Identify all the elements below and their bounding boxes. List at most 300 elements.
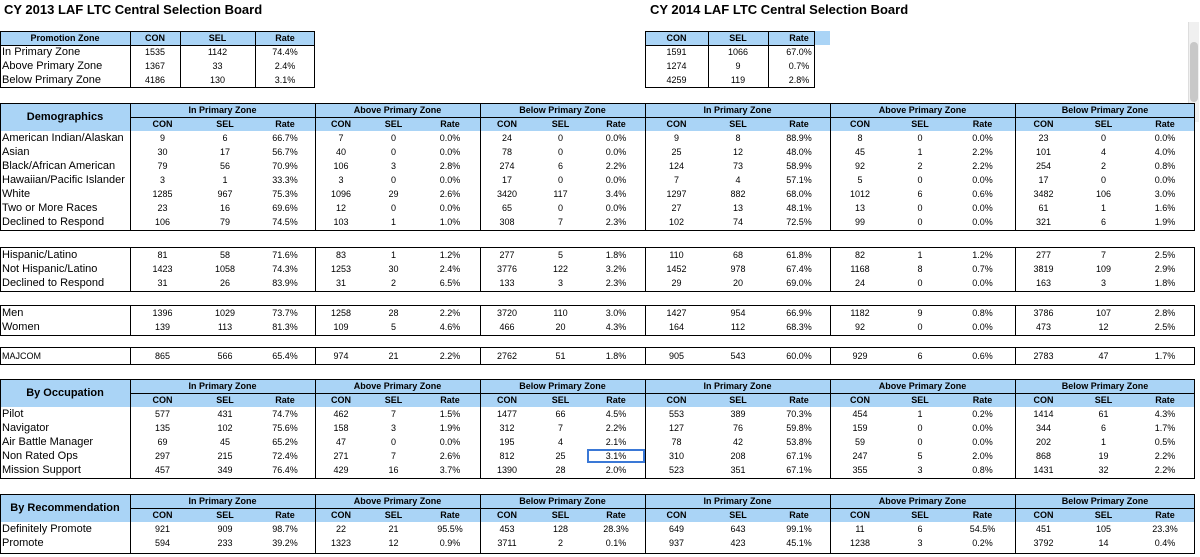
ethnicity-row-cell[interactable]: 133 xyxy=(499,278,515,288)
recommendation-row-cell[interactable]: 14 xyxy=(1098,538,1109,548)
gender-row-cell[interactable]: 1029 xyxy=(214,308,236,318)
occupation-row-cell[interactable]: 577 xyxy=(154,409,171,419)
race-row-cell[interactable]: 1.0% xyxy=(439,217,461,227)
sub-header[interactable]: Rate xyxy=(950,508,1015,522)
majcom-cell[interactable]: 929 xyxy=(852,351,868,361)
recommendation-row-cell[interactable]: 453 xyxy=(499,524,515,534)
sub-header[interactable]: SEL xyxy=(534,508,587,522)
ethnicity-row-cell[interactable]: 31 xyxy=(335,278,346,288)
majcom-cell[interactable]: 1.7% xyxy=(1154,351,1176,361)
occupation-row-cell[interactable]: 0.0% xyxy=(972,437,993,447)
race-row-cell[interactable]: 1096 xyxy=(330,189,352,199)
gender-row-cell[interactable]: 2.2% xyxy=(439,308,461,318)
occupation-row-cell[interactable]: 59 xyxy=(854,437,865,447)
gender-row-cell[interactable]: 2.8% xyxy=(1154,308,1176,318)
race-row-cell[interactable]: 40 xyxy=(335,147,346,157)
race-row-cell[interactable]: 17 xyxy=(219,147,230,157)
race-row-cell[interactable]: 56.7% xyxy=(272,147,298,157)
occupation-row-cell[interactable]: 1.5% xyxy=(439,409,461,419)
ethnicity-row-cell[interactable]: 3 xyxy=(1100,278,1106,288)
occupation-row-cell[interactable]: 6 xyxy=(1100,423,1106,433)
occupation-row-cell[interactable]: 135 xyxy=(154,423,171,433)
sub-header[interactable]: SEL xyxy=(890,117,950,131)
recommendation-row-cell[interactable]: 28.3% xyxy=(603,524,629,534)
occupation-row-cell[interactable]: 102 xyxy=(217,423,233,433)
cell-2013[interactable]: 1535 xyxy=(144,47,166,57)
race-row-cell[interactable]: 1 xyxy=(222,175,228,185)
race-row-cell[interactable]: 73 xyxy=(732,161,743,171)
race-row-cell[interactable]: 5 xyxy=(857,175,863,185)
race-row-cell[interactable]: 66.7% xyxy=(272,133,298,143)
ethnicity-row-cell[interactable]: 3 xyxy=(557,278,563,288)
gender-row-cell[interactable]: 68.3% xyxy=(786,322,812,332)
cell-2014[interactable]: 4259 xyxy=(666,75,687,85)
ethnicity-row-cell[interactable]: 83.9% xyxy=(272,278,298,288)
sub-header[interactable]: CON xyxy=(480,117,534,131)
occupation-row-cell[interactable]: 2.2% xyxy=(1154,465,1176,475)
gender-row-cell[interactable]: 12 xyxy=(1098,322,1109,332)
sub-header[interactable]: Rate xyxy=(587,393,645,407)
race-row-cell[interactable]: 254 xyxy=(1035,161,1052,171)
race-row-cell[interactable]: 17 xyxy=(501,175,512,185)
ethnicity-row-cell[interactable]: 3819 xyxy=(1033,264,1054,274)
race-row-cell[interactable]: 78 xyxy=(501,147,512,157)
recommendation-row-cell[interactable]: 921 xyxy=(154,524,171,534)
zone-header[interactable]: Below Primary Zone xyxy=(480,379,645,393)
race-row-cell[interactable]: 0.0% xyxy=(972,175,993,185)
occupation-row-cell[interactable]: 344 xyxy=(1035,423,1052,433)
ethnicity-row-cell[interactable]: 122 xyxy=(552,264,569,274)
occupation-row-cell[interactable]: 2.2% xyxy=(1154,451,1176,461)
occupation-row-cell[interactable]: 454 xyxy=(852,409,868,419)
majcom-cell[interactable]: 566 xyxy=(217,351,233,361)
occupation-label[interactable]: By Occupation xyxy=(0,379,130,407)
race-row-label[interactable]: White xyxy=(2,188,31,200)
race-row-cell[interactable]: 0 xyxy=(390,203,396,213)
occupation-row-cell[interactable]: 0.0% xyxy=(972,423,993,433)
demographics-label[interactable]: Demographics xyxy=(0,103,130,131)
race-row-cell[interactable]: 0.0% xyxy=(605,147,627,157)
race-row-cell[interactable]: 12 xyxy=(732,147,743,157)
recommendation-row-label[interactable]: Promote xyxy=(2,537,44,549)
occupation-row-label[interactable]: Air Battle Manager xyxy=(2,436,94,448)
sub-header[interactable]: CON xyxy=(1015,393,1072,407)
occupation-row-cell[interactable]: 271 xyxy=(333,451,349,461)
occupation-row-cell[interactable]: 523 xyxy=(668,465,685,475)
sub-header[interactable]: SEL xyxy=(195,508,255,522)
race-row-cell[interactable]: 6 xyxy=(222,133,228,143)
occupation-row-cell[interactable]: 78 xyxy=(671,437,682,447)
race-row-cell[interactable]: 0 xyxy=(557,203,563,213)
occupation-row-cell[interactable]: 812 xyxy=(499,451,515,461)
occupation-row-cell[interactable]: 67.1% xyxy=(786,465,812,475)
cell-2014[interactable]: 119 xyxy=(730,75,746,85)
zone-header[interactable]: In Primary Zone xyxy=(130,494,315,508)
occupation-row-cell[interactable]: 0.0% xyxy=(439,437,461,447)
sub-header[interactable]: CON xyxy=(830,393,890,407)
occupation-row-cell[interactable]: 208 xyxy=(730,451,746,461)
ethnicity-row-label[interactable]: Hispanic/Latino xyxy=(2,249,78,261)
promotion-row-label[interactable]: Above Primary Zone xyxy=(2,60,103,72)
occupation-row-cell[interactable]: 53.8% xyxy=(786,437,812,447)
race-row-cell[interactable]: 3 xyxy=(338,175,344,185)
majcom-cell[interactable]: 543 xyxy=(730,351,746,361)
race-row-cell[interactable]: 1297 xyxy=(666,189,687,199)
occupation-row-cell[interactable]: 0 xyxy=(917,437,923,447)
gender-row-cell[interactable]: 73.7% xyxy=(272,308,298,318)
race-row-cell[interactable]: 0 xyxy=(1100,175,1106,185)
race-row-cell[interactable]: 2 xyxy=(917,161,923,171)
occupation-row-cell[interactable]: 47 xyxy=(335,437,346,447)
ethnicity-row-cell[interactable]: 978 xyxy=(730,264,746,274)
zone-header[interactable]: In Primary Zone xyxy=(645,494,830,508)
promotion-row-label[interactable]: Below Primary Zone xyxy=(2,74,102,86)
header-2013-0[interactable]: CON xyxy=(130,31,180,45)
occupation-row-cell[interactable]: 297 xyxy=(154,451,171,461)
occupation-row-cell[interactable]: 2.1% xyxy=(605,437,627,447)
race-row-cell[interactable]: 30 xyxy=(157,147,168,157)
gender-row-cell[interactable]: 3786 xyxy=(1033,308,1054,318)
gender-row-cell[interactable]: 66.9% xyxy=(786,308,812,318)
sub-header[interactable]: Rate xyxy=(255,393,315,407)
cell-2014[interactable]: 0.7% xyxy=(788,61,810,71)
sub-header[interactable]: CON xyxy=(645,508,708,522)
occupation-row-cell[interactable]: 1414 xyxy=(1033,409,1054,419)
race-row-cell[interactable]: 0 xyxy=(390,147,396,157)
ethnicity-row-cell[interactable]: 20 xyxy=(732,278,743,288)
ethnicity-row-label[interactable]: Not Hispanic/Latino xyxy=(2,263,98,275)
gender-row-cell[interactable]: 0.0% xyxy=(972,322,993,332)
race-row-cell[interactable]: 0.0% xyxy=(972,217,993,227)
occupation-row-label[interactable]: Mission Support xyxy=(2,464,81,476)
sub-header[interactable]: Rate xyxy=(768,508,830,522)
sub-header[interactable]: Rate xyxy=(587,508,645,522)
ethnicity-row-cell[interactable]: 68 xyxy=(732,250,743,260)
race-row-cell[interactable]: 1012 xyxy=(849,189,871,199)
sub-header[interactable]: CON xyxy=(1015,508,1072,522)
recommendation-row-cell[interactable]: 643 xyxy=(730,524,746,534)
gender-row-cell[interactable]: 0.8% xyxy=(972,308,993,318)
race-row-cell[interactable]: 27 xyxy=(671,203,682,213)
ethnicity-row-cell[interactable]: 0 xyxy=(917,278,923,288)
occupation-row-cell[interactable]: 4.3% xyxy=(1154,409,1176,419)
occupation-row-cell[interactable]: 351 xyxy=(730,465,746,475)
occupation-row-cell[interactable]: 312 xyxy=(499,423,515,433)
occupation-row-cell[interactable]: 0.5% xyxy=(1154,437,1176,447)
race-row-cell[interactable]: 8 xyxy=(735,133,741,143)
recommendation-row-cell[interactable]: 649 xyxy=(668,524,685,534)
occupation-row-cell[interactable]: 0.2% xyxy=(972,409,993,419)
race-row-cell[interactable]: 117 xyxy=(553,189,568,199)
ethnicity-row-cell[interactable]: 82 xyxy=(854,250,865,260)
sub-header[interactable]: SEL xyxy=(534,393,587,407)
race-row-cell[interactable]: 58.9% xyxy=(786,161,812,171)
gender-row-cell[interactable]: 109 xyxy=(333,322,349,332)
recommendation-row-cell[interactable]: 909 xyxy=(217,524,233,534)
gender-row-cell[interactable]: 9 xyxy=(917,308,923,318)
race-row-cell[interactable]: 70.9% xyxy=(272,161,298,171)
race-row-cell[interactable]: 3420 xyxy=(496,189,518,199)
occupation-row-cell[interactable]: 4 xyxy=(557,437,563,447)
gender-row-label[interactable]: Men xyxy=(2,307,24,319)
race-row-label[interactable]: Black/African American xyxy=(2,160,116,172)
race-row-cell[interactable]: 1.6% xyxy=(1154,203,1176,213)
gender-row-cell[interactable]: 113 xyxy=(217,322,233,332)
sub-header[interactable]: CON xyxy=(830,508,890,522)
race-row-cell[interactable]: 308 xyxy=(499,217,515,227)
ethnicity-row-cell[interactable]: 58 xyxy=(219,250,230,260)
race-row-cell[interactable]: 0 xyxy=(917,203,923,213)
gender-row-cell[interactable]: 139 xyxy=(154,322,171,332)
recommendation-row-cell[interactable]: 99.1% xyxy=(786,524,812,534)
ethnicity-row-cell[interactable]: 81 xyxy=(157,250,168,260)
occupation-row-cell[interactable]: 76 xyxy=(732,423,743,433)
race-row-cell[interactable]: 0.0% xyxy=(1154,175,1176,185)
ethnicity-row-cell[interactable]: 3.2% xyxy=(605,264,627,274)
race-row-cell[interactable]: 967 xyxy=(217,189,233,199)
occupation-row-cell[interactable]: 349 xyxy=(217,465,233,475)
occupation-row-cell[interactable]: 1390 xyxy=(496,465,518,475)
header-2014-2[interactable]: Rate xyxy=(768,31,830,45)
occupation-row-cell[interactable]: 72.4% xyxy=(272,451,298,461)
ethnicity-row-cell[interactable]: 67.4% xyxy=(786,264,812,274)
race-row-cell[interactable]: 9 xyxy=(159,133,165,143)
recommendation-row-cell[interactable]: 22 xyxy=(335,524,346,534)
gender-row-cell[interactable]: 2.5% xyxy=(1154,322,1176,332)
ethnicity-row-cell[interactable]: 2.5% xyxy=(1154,250,1176,260)
occupation-row-cell[interactable]: 28 xyxy=(555,465,566,475)
race-row-cell[interactable]: 0.6% xyxy=(972,189,993,199)
gender-row-cell[interactable]: 28 xyxy=(388,308,399,318)
race-row-cell[interactable]: 106 xyxy=(333,161,349,171)
occupation-row-cell[interactable]: 2.0% xyxy=(972,451,993,461)
ethnicity-row-cell[interactable]: 277 xyxy=(1035,250,1052,260)
occupation-row-cell[interactable]: 67.1% xyxy=(786,451,812,461)
race-row-cell[interactable]: 882 xyxy=(730,189,746,199)
sub-header[interactable]: Rate xyxy=(768,117,830,131)
occupation-row-cell[interactable]: 69 xyxy=(157,437,168,447)
zone-header[interactable]: Above Primary Zone xyxy=(315,103,480,117)
occupation-row-cell[interactable]: 42 xyxy=(732,437,743,447)
race-row-cell[interactable]: 74 xyxy=(732,217,743,227)
gender-row-cell[interactable]: 4.3% xyxy=(605,322,627,332)
occupation-row-cell[interactable]: 0.8% xyxy=(972,465,993,475)
race-row-cell[interactable]: 0 xyxy=(917,175,923,185)
majcom-cell[interactable]: 2783 xyxy=(1033,351,1054,361)
gender-row-cell[interactable]: 5 xyxy=(390,322,396,332)
zone-header[interactable]: Above Primary Zone xyxy=(315,494,480,508)
occupation-row-cell[interactable]: 2.0% xyxy=(605,465,627,475)
race-row-cell[interactable]: 3 xyxy=(159,175,165,185)
sub-header[interactable]: SEL xyxy=(367,508,420,522)
race-row-cell[interactable]: 48.1% xyxy=(786,203,812,213)
gender-row-cell[interactable]: 20 xyxy=(555,322,566,332)
race-row-cell[interactable]: 4 xyxy=(1100,147,1106,157)
occupation-row-cell[interactable]: 1431 xyxy=(1033,465,1054,475)
occupation-row-cell[interactable]: 553 xyxy=(668,409,685,419)
occupation-row-cell[interactable]: 1.9% xyxy=(439,423,461,433)
sub-header[interactable]: SEL xyxy=(195,393,255,407)
cell-2014[interactable]: 67.0% xyxy=(786,47,812,57)
sub-header[interactable]: CON xyxy=(130,508,195,522)
gender-row-cell[interactable]: 92 xyxy=(854,322,865,332)
ethnicity-row-cell[interactable]: 1452 xyxy=(666,264,687,274)
race-row-cell[interactable]: 1 xyxy=(1100,203,1106,213)
gender-row-cell[interactable]: 3.0% xyxy=(605,308,627,318)
race-row-cell[interactable]: 13 xyxy=(854,203,865,213)
majcom-cell[interactable]: 47 xyxy=(1098,351,1109,361)
race-row-cell[interactable]: 2.2% xyxy=(972,147,993,157)
ethnicity-row-cell[interactable]: 1058 xyxy=(214,264,236,274)
ethnicity-row-cell[interactable]: 1168 xyxy=(850,264,870,274)
race-row-cell[interactable]: 88.9% xyxy=(786,133,812,143)
sub-header[interactable]: SEL xyxy=(367,393,420,407)
ethnicity-row-cell[interactable]: 1.8% xyxy=(605,250,627,260)
cell-2014[interactable]: 1591 xyxy=(666,47,687,57)
gender-row-cell[interactable]: 1258 xyxy=(330,308,352,318)
race-row-cell[interactable]: 1 xyxy=(917,147,923,157)
sub-header[interactable]: SEL xyxy=(708,117,768,131)
sub-header[interactable]: SEL xyxy=(1072,117,1135,131)
occupation-row-cell[interactable]: 310 xyxy=(668,451,685,461)
occupation-row-cell[interactable]: 868 xyxy=(1035,451,1052,461)
zone-header[interactable]: In Primary Zone xyxy=(645,103,830,117)
occupation-row-label[interactable]: Non Rated Ops xyxy=(2,450,78,462)
race-row-cell[interactable]: 2.6% xyxy=(439,189,461,199)
race-row-cell[interactable]: 0 xyxy=(557,147,563,157)
ethnicity-row-cell[interactable]: 5 xyxy=(557,250,563,260)
recommendation-row-cell[interactable]: 233 xyxy=(217,538,233,548)
race-row-cell[interactable]: 24 xyxy=(501,133,512,143)
race-row-cell[interactable]: 45 xyxy=(854,147,865,157)
promotion-zone-label[interactable]: Promotion Zone xyxy=(0,31,130,45)
recommendation-row-cell[interactable]: 128 xyxy=(552,524,569,534)
gender-row-cell[interactable]: 110 xyxy=(553,308,568,318)
sub-header[interactable]: Rate xyxy=(1135,393,1195,407)
ethnicity-row-cell[interactable]: 1423 xyxy=(152,264,173,274)
sub-header[interactable]: Rate xyxy=(420,508,480,522)
occupation-row-cell[interactable]: 0 xyxy=(390,437,396,447)
sub-header[interactable]: Rate xyxy=(420,117,480,131)
race-row-cell[interactable]: 6 xyxy=(1100,217,1106,227)
ethnicity-row-cell[interactable]: 1.2% xyxy=(972,250,993,260)
recommendation-row-cell[interactable]: 1238 xyxy=(849,538,871,548)
race-row-cell[interactable]: 48.0% xyxy=(786,147,812,157)
zone-header[interactable]: In Primary Zone xyxy=(130,103,315,117)
sub-header[interactable]: CON xyxy=(645,393,708,407)
recommendation-row-cell[interactable]: 3 xyxy=(917,538,923,548)
recommendation-row-cell[interactable]: 11 xyxy=(855,524,865,534)
recommendation-row-cell[interactable]: 0.4% xyxy=(1154,538,1176,548)
cell-2013[interactable]: 1367 xyxy=(144,61,166,71)
recommendation-row-cell[interactable]: 423 xyxy=(730,538,746,548)
occupation-row-cell[interactable]: 70.3% xyxy=(786,409,812,419)
majcom-cell[interactable]: 0.6% xyxy=(972,351,993,361)
ethnicity-row-cell[interactable]: 69.0% xyxy=(786,278,812,288)
race-row-cell[interactable]: 0.0% xyxy=(972,133,993,143)
race-row-cell[interactable]: 102 xyxy=(668,217,685,227)
recommendation-row-cell[interactable]: 2 xyxy=(557,538,563,548)
race-row-cell[interactable]: 68.0% xyxy=(786,189,812,199)
race-row-cell[interactable]: 72.5% xyxy=(786,217,812,227)
gender-row-cell[interactable]: 1182 xyxy=(850,308,870,318)
ethnicity-row-cell[interactable]: 1.2% xyxy=(439,250,461,260)
race-row-cell[interactable]: 6 xyxy=(917,189,923,199)
majcom-cell[interactable]: 2762 xyxy=(496,351,518,361)
race-row-cell[interactable]: 12 xyxy=(335,203,346,213)
race-row-cell[interactable]: 321 xyxy=(1035,217,1052,227)
race-row-cell[interactable]: 0 xyxy=(917,217,923,227)
zone-header[interactable]: Above Primary Zone xyxy=(830,379,1015,393)
race-row-cell[interactable]: 25 xyxy=(671,147,682,157)
race-row-cell[interactable]: 57.1% xyxy=(786,175,812,185)
race-row-cell[interactable]: 7 xyxy=(673,175,679,185)
sub-header[interactable]: Rate xyxy=(1135,117,1195,131)
race-row-cell[interactable]: 0.0% xyxy=(439,133,461,143)
ethnicity-row-cell[interactable]: 2.4% xyxy=(439,264,461,274)
zone-header[interactable]: In Primary Zone xyxy=(130,379,315,393)
promotion-row-label[interactable]: In Primary Zone xyxy=(2,46,81,58)
gender-row-cell[interactable]: 164 xyxy=(668,322,685,332)
ethnicity-row-cell[interactable]: 6.5% xyxy=(439,278,461,288)
recommendation-row-cell[interactable]: 95.5% xyxy=(437,524,463,534)
occupation-row-cell[interactable]: 65.2% xyxy=(272,437,298,447)
cell-2013[interactable]: 74.4% xyxy=(272,47,298,57)
header-2013-1[interactable]: SEL xyxy=(180,31,255,45)
header-2013-2[interactable]: Rate xyxy=(255,31,315,45)
sub-header[interactable]: SEL xyxy=(367,117,420,131)
ethnicity-row-label[interactable]: Declined to Respond xyxy=(2,277,105,289)
race-row-cell[interactable]: 75.3% xyxy=(272,189,298,199)
occupation-row-cell[interactable]: 127 xyxy=(668,423,685,433)
sub-header[interactable]: CON xyxy=(480,393,534,407)
cell-2013[interactable]: 33 xyxy=(212,61,223,71)
recommendation-row-label[interactable]: Definitely Promote xyxy=(2,523,92,535)
majcom-cell[interactable]: 905 xyxy=(668,351,685,361)
recommendation-row-cell[interactable]: 45.1% xyxy=(786,538,812,548)
occupation-row-cell[interactable]: 76.4% xyxy=(272,465,298,475)
race-row-cell[interactable]: 79 xyxy=(219,217,230,227)
recommendation-row-cell[interactable]: 451 xyxy=(1035,524,1052,534)
gender-row-cell[interactable]: 954 xyxy=(730,308,746,318)
sub-header[interactable]: SEL xyxy=(708,508,768,522)
occupation-row-cell[interactable]: 355 xyxy=(852,465,868,475)
sub-header[interactable]: CON xyxy=(645,117,708,131)
occupation-row-cell[interactable]: 195 xyxy=(499,437,515,447)
occupation-row-cell[interactable]: 159 xyxy=(852,423,868,433)
race-row-cell[interactable]: 65 xyxy=(501,203,512,213)
sub-header[interactable]: Rate xyxy=(950,117,1015,131)
race-row-label[interactable]: Declined to Respond xyxy=(2,216,105,228)
race-row-cell[interactable]: 106 xyxy=(154,217,171,227)
race-row-cell[interactable]: 61 xyxy=(1038,203,1049,213)
occupation-row-cell[interactable]: 0 xyxy=(917,423,923,433)
ethnicity-row-cell[interactable]: 2.3% xyxy=(605,278,627,288)
race-row-cell[interactable]: 7 xyxy=(338,133,344,143)
cell-2014[interactable]: 1274 xyxy=(666,61,687,71)
ethnicity-row-cell[interactable]: 24 xyxy=(854,278,865,288)
ethnicity-row-cell[interactable]: 1 xyxy=(917,250,923,260)
occupation-row-cell[interactable]: 462 xyxy=(333,409,349,419)
ethnicity-row-cell[interactable]: 277 xyxy=(499,250,515,260)
sub-header[interactable]: Rate xyxy=(255,117,315,131)
sub-header[interactable]: CON xyxy=(1015,117,1072,131)
race-row-cell[interactable]: 23 xyxy=(157,203,168,213)
ethnicity-row-cell[interactable]: 83 xyxy=(335,250,346,260)
header-2014-0[interactable]: CON xyxy=(645,31,708,45)
ethnicity-row-cell[interactable]: 109 xyxy=(1095,264,1112,274)
occupation-row-cell[interactable]: 74.7% xyxy=(272,409,298,419)
